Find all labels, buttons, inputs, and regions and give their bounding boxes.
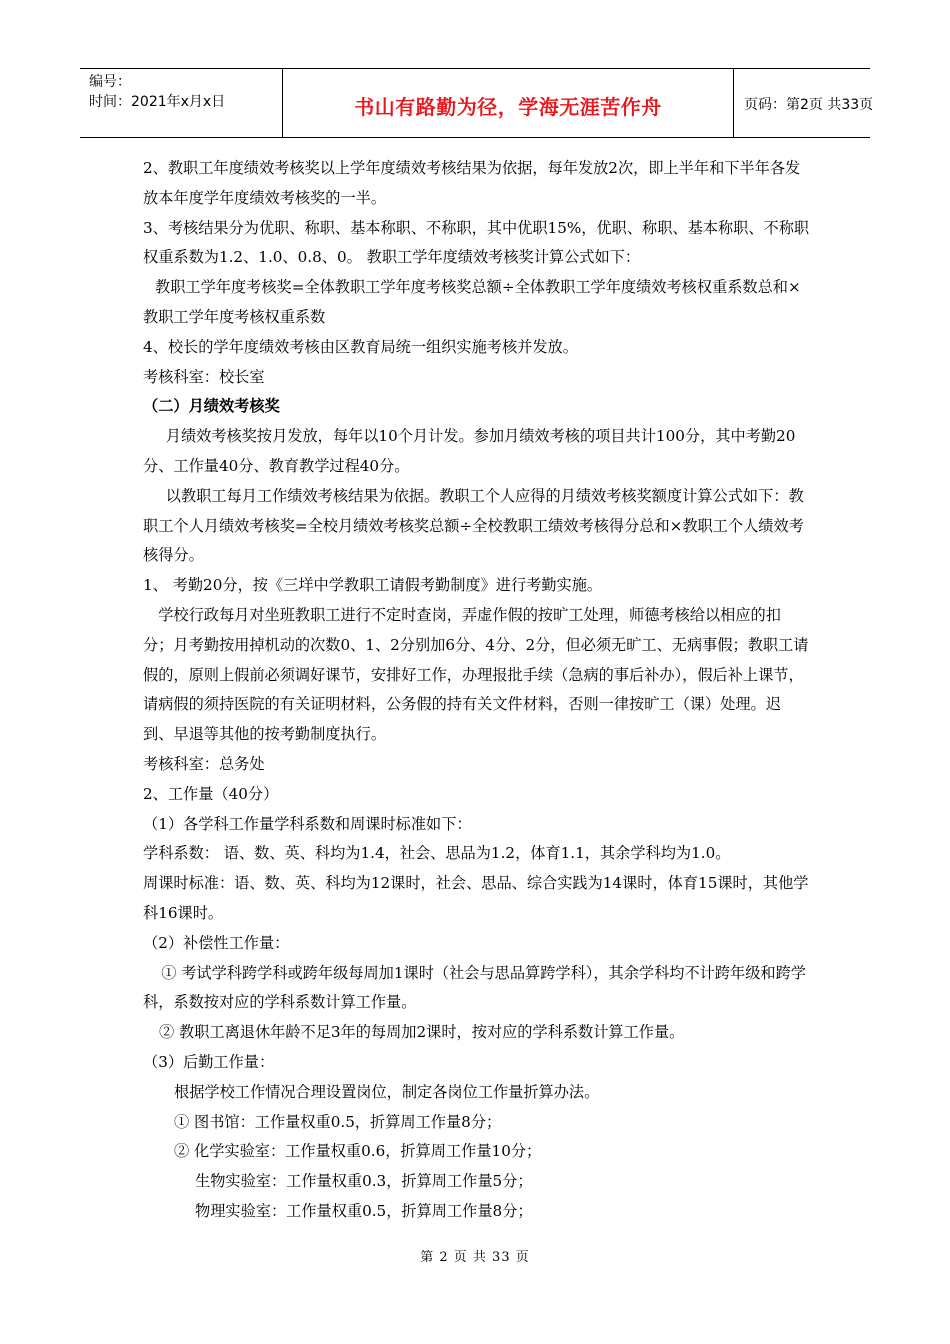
list-item: ② 教职工离退休年龄不足3年的每周加2课时，按对应的学科系数计算工作量。	[159, 1023, 685, 1042]
document-body	[143, 154, 810, 1227]
department-note: 考核科室：校长室	[143, 367, 265, 386]
paragraph: 学校行政每月对坐班教职工进行不定时查岗，弄虚作假的按旷工处理，师德考核给以相应的扣分；月考勤按用掉机动的次数0、1、2分别加6分、4分、2分，但必须无旷工、无病事假；教职工请假的，原则上假前必须调好课节，安排好工作，办理报批手续（急病的事后补办），假后补上课节，请病假的须持医院的有关证明材料，公务假的持有关文件材料，否则一律按旷工（课）处理。迟到、早退等其他的按考勤制度执行。	[143, 605, 809, 744]
paragraph: 3、考核结果分为优职、称职、基本称职、不称职，其中优职15%，优职、称职、基本称职、不称职权重系数为1.2、1.0、0.8、0。 教职工学年度绩效考核奖计算公式如下：	[143, 218, 810, 267]
header-meta-cell	[80, 69, 283, 137]
header-page-info: 页码：第2页 共33页	[744, 97, 874, 113]
formula-paragraph: 教职工学年度考核奖=全体教职工学年度考核奖总额÷全体教职工学年度绩效考核权重系数总和×教职工学年度考核权重系数	[143, 278, 801, 326]
paragraph: 周课时标准：语、数、英、科均为12课时，社会、思品、综合实践为14课时，体育15课时，其他学科16课时。	[143, 874, 809, 922]
header-table	[80, 68, 874, 138]
subsection-heading: （1）各学科工作量学科系数和周课时标准如下：	[143, 814, 472, 833]
subsection-heading: （2）补偿性工作量：	[143, 933, 290, 952]
section-heading: （二）月绩效考核奖	[143, 397, 280, 416]
paragraph: 根据学校工作情况合理设置岗位，制定各岗位工作量折算办法。	[174, 1082, 600, 1101]
list-item: ① 图书馆：工作量权重0.5，折算周工作量8分；	[174, 1112, 502, 1131]
list-item: ① 考试学科跨学科或跨年级每周加1课时（社会与思品算跨学科），其余学科均不计跨年级和跨学科，系数按对应的学科系数计算工作量。	[143, 963, 806, 1012]
document-number-label: 编号：	[89, 74, 131, 90]
list-item: 物理实验室：工作量权重0.5，折算周工作量8分；	[195, 1201, 533, 1220]
list-item: ② 化学实验室：工作量权重0.6，折算周工作量10分；	[174, 1142, 542, 1161]
paragraph: 1、 考勤20分，按《三垟中学教职工请假考勤制度》进行考勤实施。	[143, 576, 603, 595]
paragraph: 学科系数： 语、数、英、科均为1.4，社会、思品为1.2，体育1.1，其余学科均为1.0。	[143, 844, 731, 863]
subsection-heading: （3）后勤工作量：	[143, 1052, 275, 1071]
paragraph: 月绩效考核奖按月发放，每年以10个月计发。参加月绩效考核的项目共计100分，其中考勤20分、工作量40分、教育教学过程40分。	[143, 427, 796, 475]
paragraph: 2、教职工年度绩效考核奖以上学年度绩效考核结果为依据，每年发放2次，即上半年和下半年各发放本年度学年度绩效考核奖的一半。	[143, 159, 801, 207]
paragraph: 以教职工每月工作绩效考核结果为依据。教职工个人应得的月绩效考核奖额度计算公式如下：教职工个人月绩效考核奖=全校月绩效考核奖总额÷全校教职工绩效考核得分总和×教职工个人绩效考核得分。	[143, 486, 804, 565]
header-motto: 书山有路勤为径，学海无涯苦作舟	[354, 95, 662, 119]
page-footer: 第 2 页 共 33 页	[420, 1250, 530, 1265]
paragraph: 4、校长的学年度绩效考核由区教育局统一组织实施考核并发放。	[143, 337, 578, 356]
department-note: 考核科室：总务处	[143, 754, 265, 773]
subsection-heading: 2、工作量（40分）	[143, 784, 279, 803]
header-motto-cell	[283, 69, 734, 137]
list-item: 生物实验室：工作量权重0.3，折算周工作量5分；	[195, 1172, 533, 1191]
document-time-label: 时间：2021年x月x日	[89, 94, 226, 110]
header-page-cell	[734, 69, 874, 137]
